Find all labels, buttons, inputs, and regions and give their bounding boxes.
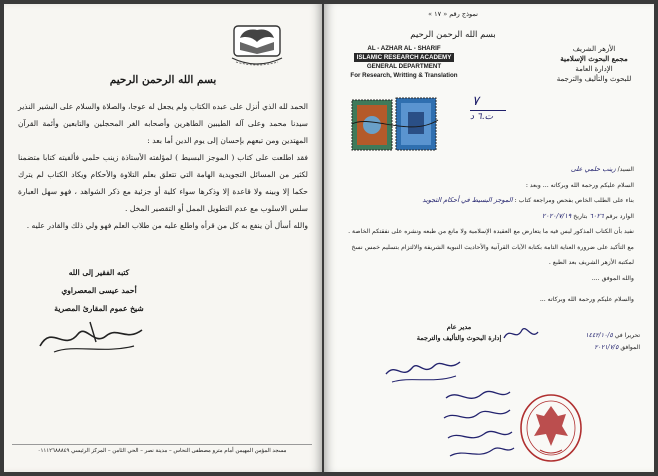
date-hijri: ١٤٤٢/١٠/٥ [585, 332, 613, 339]
request-intro: بناء على الطلب الخاص بفحص ومراجعة كتاب : [514, 197, 634, 204]
letterhead-line: للبحوث والتأليف والترجمة [556, 75, 632, 83]
addressee-label: السيد/ [617, 166, 634, 173]
reference-number: ٧ [472, 94, 479, 109]
letterhead-line: مجمع البحوث الإسلامية [560, 54, 628, 63]
handwritten-signature [382, 350, 464, 388]
date-gregorian: ٢٠٢١/٧/٥ [594, 344, 619, 351]
director-department: إدارة البحوث والتأليف والترجمة [416, 334, 502, 342]
endorsement-body [18, 98, 308, 234]
official-seal [518, 392, 584, 464]
handwritten-signature [502, 322, 540, 344]
letterhead-line: For Research, Writting & Translation [350, 72, 458, 79]
date-prefix: تحريرا في [614, 332, 640, 339]
condition-paragraph: مع التأكيد على ضرورة العناية التامة بكتابة الآيات القرآنية والأحاديث النبوية الشريفة والالتزام بتسليم خمس نسخ لمكتبة الأزهر الشريف بعد الطبع . [351, 243, 634, 266]
left-page [4, 4, 322, 472]
handwritten-signature [438, 384, 516, 464]
right-page [324, 4, 654, 472]
letterhead-line: AL - AZHAR AL - SHARIF [367, 45, 441, 52]
handwritten-signature [34, 316, 154, 358]
letterhead-arabic [546, 44, 642, 84]
reference-divider [470, 110, 506, 111]
body-paragraph: الحمد لله الذي أنزل على عبده الكتاب ولم يجعل له عوجا، والصلاة والسلام على البشير النذير سيدنا محمد وعلى آله الطيبين الطاهرين وأصحابه الغر المحجلين والتابعين وأئمة القرآن المهتدين ومن تبعهم بإحسان إلى يوم الدين أما بعد : [18, 102, 308, 145]
letterhead-line: الإدارة العامة [575, 65, 613, 73]
issue-date-block [524, 330, 640, 354]
ref-date: ٢٠٢٠/٧/١٩ [542, 211, 572, 220]
letterhead-english [338, 44, 470, 80]
ref-date-label: بتاريخ [573, 212, 588, 220]
signatory-title: شيخ عموم المقارئ المصرية [54, 304, 144, 313]
signature-intro: كتبه الفقير إلى الله [68, 268, 130, 277]
reference-line [336, 209, 634, 225]
letterhead-line: ISLAMIC RESEARCH ACADEMY [354, 53, 455, 62]
body-paragraph: والله أسأل أن ينفع به كل من قرأه واطلع عليه من طلاب العلم فهو ولي ذلك والقادر عليه . [26, 221, 308, 230]
ref-value: ٦٠٢٦ [589, 211, 604, 220]
good-luck-line: والله الموفق .... [591, 274, 634, 282]
director-title: مدير عام [446, 323, 472, 331]
approval-paragraph: نفيد بأن الكتاب المذكور ليس فيه ما يتعارض مع العقيدة الإسلامية ولا مانع من طبعه ونشره على نفقتكم الخاصة . [348, 228, 634, 235]
ref-label: الوارد برقم [605, 212, 634, 220]
form-number: نموذج رقم « ١٧ » [428, 10, 478, 18]
book-request-line [336, 193, 634, 209]
basmala-heading: بسم الله الرحمن الرحيم [109, 74, 217, 86]
letterhead-line: الأزهر الشريف [572, 45, 616, 53]
addressee-name: زينب حلمي على [570, 165, 616, 173]
date-line [524, 330, 640, 342]
signature-block [34, 264, 164, 318]
addressee-line [336, 162, 634, 178]
revenue-stamps [350, 94, 440, 156]
date-approver-label: الموافق [620, 344, 640, 351]
page-footer: مسجد المؤمن المهيمن أمام مترو مصطفى النحاس – مدينة نصر – الحي الثامن – المركز الرئيسي ٠١١١٢٦٨٨٨٤٩ [12, 444, 312, 454]
salam-line: والسلام عليكم ورحمة الله وبركاته ... [539, 296, 634, 303]
approval-letter-body [336, 162, 634, 308]
quran-emblem-icon [226, 18, 288, 70]
director-closing [404, 322, 514, 344]
reference-code: ت.٦ د [470, 112, 494, 122]
body-paragraph: فقد اطلعت على كتاب ( الموجز البسيط ) لمؤلفته الأستاذة زينب حلمي فألفيته كتابا متضمنا لكثير من المسائل التجويدية الهامة التي تتعلق بعلم التلاوة والأحكام ويكاد الكتاب لم يترك حكما إلا وبينه ولا قاعدة إلا وذكرها سواء كلية أو جزئية مع ذكر الشواهد ، فهو سهل العبارة سلس الاسلوب مع عدم التطويل الممل أو التقصير المخل . [18, 153, 308, 213]
signatory-name: أحمد عيسى المعصراوي [61, 286, 137, 295]
book-title: الموجز البسيط في أحكام التجويد [422, 196, 513, 204]
date-line [524, 342, 640, 354]
greeting-line: السلام عليكم ورحمة الله وبركاته ... وبعد : [525, 181, 634, 189]
basmala-heading: بسم الله الرحمن الرحيم [410, 30, 496, 40]
letterhead-line: GENERAL DEPARTMENT [366, 63, 442, 70]
